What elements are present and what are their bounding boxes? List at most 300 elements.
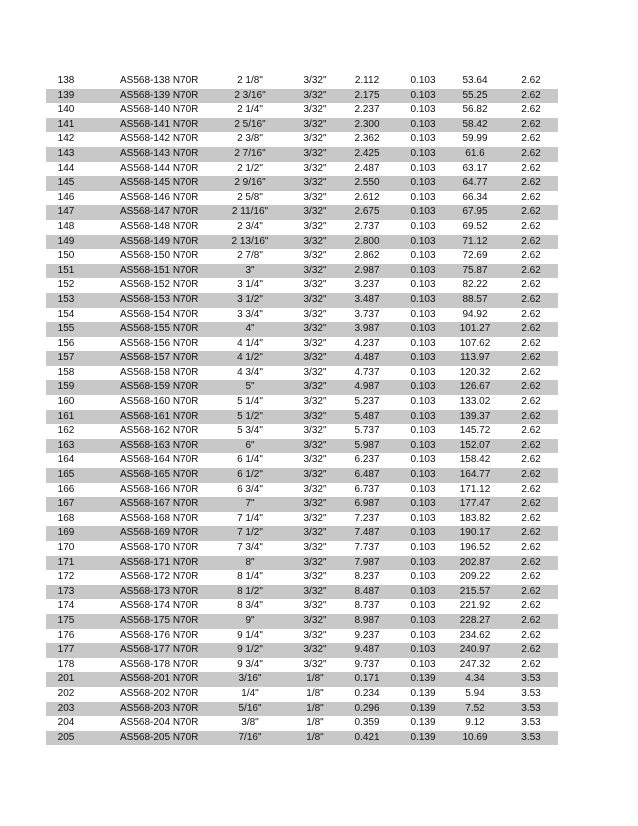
part-number-cell: AS568-163 N70R [120, 439, 199, 451]
actual-id-mm-cell: 55.25 [462, 89, 488, 101]
dash-number-cell: 158 [57, 366, 75, 378]
dash-number-cell: 204 [57, 717, 75, 729]
actual-id-mm-cell: 94.92 [462, 308, 488, 320]
nominal-id-cell: 9 3/4" [237, 658, 263, 670]
dash-number-cell: 151 [57, 264, 75, 276]
nominal-cs-cell: 3/32" [303, 658, 327, 670]
dash-number-cell: 152 [57, 279, 75, 291]
dash-number-cell: 172 [57, 571, 75, 583]
nominal-cs-cell: 3/32" [303, 629, 327, 641]
actual-cs-in-cell: 0.103 [410, 220, 436, 232]
table-row [46, 599, 558, 614]
actual-id-mm-cell: 247.32 [459, 658, 491, 670]
actual-id-mm-cell: 5.94 [465, 687, 485, 699]
actual-id-mm-cell: 209.22 [459, 571, 491, 583]
actual-id-mm-cell: 4.34 [465, 673, 485, 685]
nominal-id-cell: 6 1/4" [237, 454, 263, 466]
actual-id-in-cell: 8.237 [354, 571, 380, 583]
dash-number-cell: 150 [57, 250, 75, 262]
actual-cs-in-cell: 0.139 [410, 731, 436, 743]
actual-id-in-cell: 2.487 [354, 162, 380, 174]
table-row [46, 235, 558, 250]
actual-cs-in-cell: 0.103 [410, 585, 436, 597]
table-row [46, 410, 558, 425]
actual-id-mm-cell: 113.97 [460, 352, 490, 364]
nominal-cs-cell: 3/32" [303, 206, 327, 218]
part-number-cell: AS568-158 N70R [120, 366, 199, 378]
dash-number-cell: 159 [57, 381, 75, 393]
nominal-cs-cell: 3/32" [303, 118, 327, 130]
actual-cs-mm-cell: 2.62 [521, 220, 541, 232]
part-number-cell: AS568-170 N70R [120, 542, 199, 553]
actual-cs-mm-cell: 2.62 [521, 177, 541, 189]
nominal-cs-cell: 3/32" [303, 512, 327, 524]
dash-number-cell: 176 [57, 629, 75, 641]
actual-cs-mm-cell: 2.62 [521, 571, 541, 583]
table-row [46, 191, 558, 206]
nominal-cs-cell: 3/32" [303, 542, 327, 553]
actual-cs-mm-cell: 2.62 [521, 147, 541, 159]
part-number-cell: AS568-175 N70R [120, 614, 199, 626]
actual-id-mm-cell: 88.57 [462, 293, 488, 305]
actual-cs-in-cell: 0.103 [410, 644, 436, 656]
actual-cs-in-cell: 0.103 [410, 118, 436, 130]
actual-cs-mm-cell: 2.62 [521, 206, 541, 218]
part-number-cell: AS568-156 N70R [120, 337, 199, 349]
dash-number-cell: 155 [57, 323, 75, 335]
table-row [46, 162, 558, 177]
actual-id-mm-cell: 82.22 [462, 279, 488, 291]
actual-id-mm-cell: 56.82 [462, 104, 488, 116]
table-row [46, 614, 558, 629]
dash-number-cell: 148 [57, 220, 75, 232]
part-number-cell: AS568-140 N70R [120, 104, 199, 116]
actual-cs-in-cell: 0.103 [410, 147, 436, 159]
table-row [46, 512, 558, 527]
dash-number-cell: 202 [57, 687, 75, 699]
actual-id-mm-cell: 221.92 [459, 600, 491, 612]
nominal-cs-cell: 1/8" [306, 687, 324, 699]
part-number-cell: AS568-167 N70R [120, 498, 199, 510]
dash-number-cell: 149 [57, 235, 75, 247]
actual-id-mm-cell: 177.47 [459, 498, 491, 510]
oring-size-table [46, 74, 558, 745]
nominal-id-cell: 3" [245, 264, 255, 276]
table-row [46, 570, 558, 585]
actual-id-in-cell: 6.487 [354, 469, 380, 481]
dash-number-cell: 178 [57, 658, 75, 670]
actual-cs-mm-cell: 2.62 [521, 89, 541, 101]
actual-id-mm-cell: 234.62 [459, 629, 491, 641]
actual-cs-in-cell: 0.103 [410, 600, 436, 612]
dash-number-cell: 141 [57, 118, 75, 130]
nominal-cs-cell: 3/32" [303, 469, 327, 481]
actual-id-in-cell: 3.987 [354, 323, 380, 335]
nominal-id-cell: 3/8" [241, 717, 259, 729]
dash-number-cell: 170 [57, 542, 75, 553]
actual-cs-mm-cell: 2.62 [521, 396, 541, 408]
actual-id-in-cell: 2.300 [354, 118, 380, 130]
nominal-cs-cell: 3/32" [303, 381, 327, 393]
actual-id-in-cell: 6.987 [354, 498, 380, 510]
actual-cs-mm-cell: 2.62 [521, 191, 541, 203]
nominal-id-cell: 7 1/2" [237, 527, 263, 539]
table-row [46, 89, 558, 104]
nominal-id-cell: 6" [245, 439, 255, 451]
actual-cs-mm-cell: 3.53 [521, 687, 541, 699]
actual-id-in-cell: 4.237 [354, 337, 380, 349]
actual-cs-in-cell: 0.103 [410, 396, 436, 408]
part-number-cell: AS568-165 N70R [120, 469, 199, 481]
dash-number-cell: 174 [57, 600, 75, 612]
table-row [46, 556, 558, 571]
nominal-cs-cell: 3/32" [303, 89, 327, 101]
actual-id-mm-cell: 183.82 [459, 512, 491, 524]
actual-id-in-cell: 6.737 [354, 483, 380, 495]
actual-id-mm-cell: 171.12 [459, 483, 491, 495]
nominal-id-cell: 4 3/4" [237, 366, 263, 378]
nominal-id-cell: 4 1/4" [237, 337, 263, 349]
actual-cs-mm-cell: 2.62 [521, 527, 541, 539]
table-row [46, 526, 558, 541]
actual-cs-mm-cell: 2.62 [521, 118, 541, 130]
part-number-cell: AS568-176 N70R [120, 629, 199, 641]
nominal-cs-cell: 3/32" [303, 337, 327, 349]
part-number-cell: AS568-178 N70R [120, 658, 199, 670]
actual-cs-in-cell: 0.103 [410, 308, 436, 320]
nominal-id-cell: 2 3/16" [234, 89, 266, 101]
part-number-cell: AS568-172 N70R [120, 571, 199, 583]
table-row [46, 74, 558, 89]
nominal-cs-cell: 3/32" [303, 293, 327, 305]
actual-cs-mm-cell: 2.62 [521, 512, 541, 524]
nominal-id-cell: 5 1/2" [237, 410, 263, 422]
actual-id-in-cell: 2.425 [354, 147, 380, 159]
part-number-cell: AS568-150 N70R [120, 250, 199, 262]
actual-cs-in-cell: 0.103 [410, 250, 436, 262]
nominal-cs-cell: 3/32" [303, 425, 327, 437]
nominal-id-cell: 2 7/16" [234, 147, 266, 159]
actual-cs-mm-cell: 2.62 [521, 614, 541, 626]
nominal-id-cell: 2 5/8" [237, 191, 263, 203]
table-row [46, 468, 558, 483]
nominal-cs-cell: 1/8" [306, 717, 324, 729]
actual-id-mm-cell: 61.6 [465, 147, 485, 159]
actual-cs-in-cell: 0.139 [410, 687, 436, 699]
part-number-cell: AS568-202 N70R [120, 687, 199, 699]
table-row [46, 132, 558, 147]
nominal-id-cell: 7/16" [238, 731, 262, 743]
actual-id-mm-cell: 101.27 [459, 323, 491, 335]
nominal-cs-cell: 3/32" [303, 177, 327, 189]
table-row [46, 541, 558, 556]
table-row [46, 643, 558, 658]
actual-cs-in-cell: 0.103 [410, 104, 436, 116]
actual-id-in-cell: 7.987 [354, 556, 380, 568]
actual-cs-in-cell: 0.103 [410, 293, 436, 305]
actual-id-mm-cell: 63.17 [462, 162, 488, 174]
table-row [46, 322, 558, 337]
nominal-cs-cell: 3/32" [303, 600, 327, 612]
actual-cs-in-cell: 0.103 [410, 235, 436, 247]
actual-id-in-cell: 7.737 [354, 542, 380, 553]
table-row [46, 147, 558, 162]
table-row [46, 337, 558, 352]
actual-cs-in-cell: 0.139 [410, 717, 436, 729]
part-number-cell: AS568-171 N70R [120, 556, 199, 568]
dash-number-cell: 165 [57, 469, 75, 481]
actual-id-in-cell: 0.421 [354, 731, 380, 743]
actual-id-in-cell: 3.237 [354, 279, 380, 291]
part-number-cell: AS568-153 N70R [120, 293, 199, 305]
actual-cs-in-cell: 0.103 [410, 75, 436, 86]
actual-cs-in-cell: 0.139 [410, 702, 436, 714]
actual-id-mm-cell: 71.12 [462, 235, 488, 247]
actual-cs-mm-cell: 3.53 [521, 731, 541, 743]
actual-id-mm-cell: 152.07 [459, 439, 491, 451]
nominal-id-cell: 3/16" [238, 673, 262, 685]
table-row [46, 380, 558, 395]
actual-id-in-cell: 2.550 [354, 177, 380, 189]
actual-id-in-cell: 6.237 [354, 454, 380, 466]
actual-cs-mm-cell: 2.62 [521, 585, 541, 597]
nominal-cs-cell: 3/32" [303, 235, 327, 247]
actual-cs-in-cell: 0.103 [410, 191, 436, 203]
actual-cs-mm-cell: 2.62 [521, 629, 541, 641]
part-number-cell: AS568-152 N70R [120, 279, 199, 291]
actual-cs-in-cell: 0.103 [410, 177, 436, 189]
nominal-id-cell: 6 1/2" [237, 469, 263, 481]
table-row [46, 205, 558, 220]
actual-cs-mm-cell: 2.62 [521, 235, 541, 247]
table-row [46, 118, 558, 133]
nominal-cs-cell: 3/32" [303, 439, 327, 451]
actual-cs-mm-cell: 2.62 [521, 483, 541, 495]
dash-number-cell: 166 [57, 483, 75, 495]
actual-id-in-cell: 7.487 [354, 527, 380, 539]
actual-cs-mm-cell: 2.62 [521, 337, 541, 349]
table-row [46, 293, 558, 308]
nominal-cs-cell: 3/32" [303, 279, 327, 291]
actual-cs-mm-cell: 2.62 [521, 293, 541, 305]
actual-id-mm-cell: 9.12 [465, 717, 485, 729]
nominal-cs-cell: 1/8" [306, 673, 324, 685]
dash-number-cell: 154 [57, 308, 75, 320]
dash-number-cell: 167 [57, 498, 75, 510]
dash-number-cell: 146 [57, 191, 75, 203]
actual-id-mm-cell: 69.52 [462, 220, 488, 232]
nominal-id-cell: 2 3/8" [237, 133, 263, 145]
part-number-cell: AS568-203 N70R [120, 702, 199, 714]
actual-id-mm-cell: 53.64 [462, 75, 488, 86]
actual-id-mm-cell: 7.52 [465, 702, 485, 714]
dash-number-cell: 160 [57, 396, 75, 408]
actual-cs-mm-cell: 2.62 [521, 162, 541, 174]
table-row [46, 264, 558, 279]
actual-id-in-cell: 2.862 [354, 250, 380, 262]
actual-id-mm-cell: 75.87 [462, 264, 488, 276]
nominal-id-cell: 9" [245, 614, 255, 626]
actual-cs-mm-cell: 3.53 [521, 673, 541, 685]
actual-id-mm-cell: 59.99 [462, 133, 488, 145]
dash-number-cell: 201 [57, 673, 75, 685]
actual-id-in-cell: 3.487 [354, 293, 380, 305]
actual-cs-mm-cell: 2.62 [521, 366, 541, 378]
nominal-cs-cell: 3/32" [303, 323, 327, 335]
part-number-cell: AS568-138 N70R [120, 75, 199, 86]
actual-cs-in-cell: 0.103 [410, 439, 436, 451]
nominal-cs-cell: 3/32" [303, 366, 327, 378]
part-number-cell: AS568-166 N70R [120, 483, 199, 495]
actual-cs-in-cell: 0.103 [410, 410, 436, 422]
nominal-cs-cell: 3/32" [303, 527, 327, 539]
actual-cs-mm-cell: 2.62 [521, 439, 541, 451]
actual-cs-in-cell: 0.103 [410, 323, 436, 335]
actual-id-in-cell: 2.675 [354, 206, 380, 218]
part-number-cell: AS568-159 N70R [120, 381, 199, 393]
actual-cs-in-cell: 0.103 [410, 366, 436, 378]
table-row [46, 308, 558, 323]
nominal-id-cell: 8 3/4" [237, 600, 263, 612]
actual-cs-mm-cell: 2.62 [521, 600, 541, 612]
actual-cs-in-cell: 0.103 [410, 162, 436, 174]
actual-id-in-cell: 2.237 [354, 104, 380, 116]
actual-cs-in-cell: 0.103 [410, 542, 436, 553]
part-number-cell: AS568-161 N70R [120, 410, 199, 422]
nominal-cs-cell: 3/32" [303, 191, 327, 203]
actual-cs-in-cell: 0.103 [410, 89, 436, 101]
actual-cs-mm-cell: 2.62 [521, 498, 541, 510]
nominal-cs-cell: 3/32" [303, 104, 327, 116]
dash-number-cell: 175 [57, 614, 75, 626]
nominal-id-cell: 7" [245, 498, 255, 510]
part-number-cell: AS568-139 N70R [120, 89, 199, 101]
actual-id-mm-cell: 107.62 [459, 337, 491, 349]
dash-number-cell: 168 [57, 512, 75, 524]
actual-cs-in-cell: 0.103 [410, 483, 436, 495]
part-number-cell: AS568-155 N70R [120, 323, 199, 335]
table-row [46, 278, 558, 293]
actual-cs-mm-cell: 2.62 [521, 454, 541, 466]
actual-cs-mm-cell: 2.62 [521, 352, 541, 364]
actual-cs-mm-cell: 2.62 [521, 469, 541, 481]
actual-cs-mm-cell: 2.62 [521, 644, 541, 656]
actual-id-mm-cell: 120.32 [459, 366, 491, 378]
dash-number-cell: 171 [57, 556, 75, 568]
actual-cs-mm-cell: 2.62 [521, 410, 541, 422]
nominal-id-cell: 2 1/8" [237, 75, 263, 86]
dash-number-cell: 173 [57, 585, 75, 597]
part-number-cell: AS568-148 N70R [120, 220, 199, 232]
nominal-cs-cell: 3/32" [303, 410, 327, 422]
actual-cs-in-cell: 0.103 [410, 133, 436, 145]
actual-id-mm-cell: 196.52 [459, 542, 491, 553]
dash-number-cell: 205 [57, 731, 75, 743]
table-row [46, 497, 558, 512]
nominal-cs-cell: 1/8" [306, 702, 324, 714]
dash-number-cell: 140 [57, 104, 75, 116]
nominal-cs-cell: 3/32" [303, 556, 327, 568]
nominal-id-cell: 2 11/16" [231, 206, 269, 218]
actual-cs-in-cell: 0.103 [410, 469, 436, 481]
actual-cs-in-cell: 0.103 [410, 264, 436, 276]
part-number-cell: AS568-151 N70R [120, 264, 199, 276]
actual-cs-in-cell: 0.103 [410, 571, 436, 583]
actual-id-in-cell: 4.487 [354, 352, 380, 364]
actual-id-in-cell: 0.359 [354, 717, 380, 729]
table-row [46, 439, 558, 454]
part-number-cell: AS568-147 N70R [120, 206, 199, 218]
actual-id-in-cell: 0.296 [354, 702, 380, 714]
actual-id-mm-cell: 126.67 [459, 381, 491, 393]
actual-cs-mm-cell: 2.62 [521, 658, 541, 670]
nominal-cs-cell: 3/32" [303, 396, 327, 408]
nominal-id-cell: 3 3/4" [237, 308, 263, 320]
part-number-cell: AS568-157 N70R [120, 352, 199, 364]
part-number-cell: AS568-174 N70R [120, 600, 199, 612]
actual-cs-mm-cell: 2.62 [521, 264, 541, 276]
actual-cs-mm-cell: 2.62 [521, 133, 541, 145]
dash-number-cell: 164 [57, 454, 75, 466]
nominal-cs-cell: 3/32" [303, 454, 327, 466]
actual-cs-mm-cell: 2.62 [521, 425, 541, 437]
dash-number-cell: 169 [57, 527, 75, 539]
actual-cs-in-cell: 0.103 [410, 498, 436, 510]
actual-id-mm-cell: 215.57 [459, 585, 491, 597]
actual-id-mm-cell: 67.95 [462, 206, 488, 218]
actual-cs-in-cell: 0.103 [410, 556, 436, 568]
table-row [46, 176, 558, 191]
actual-id-in-cell: 9.237 [354, 629, 380, 641]
nominal-cs-cell: 3/32" [303, 498, 327, 510]
nominal-id-cell: 5 1/4" [237, 396, 263, 408]
actual-id-mm-cell: 202.87 [459, 556, 491, 568]
nominal-id-cell: 4" [245, 323, 255, 335]
dash-number-cell: 142 [57, 133, 75, 145]
actual-id-mm-cell: 145.72 [459, 425, 491, 437]
actual-id-in-cell: 2.612 [354, 191, 380, 203]
actual-cs-mm-cell: 2.62 [521, 542, 541, 553]
actual-id-mm-cell: 164.77 [459, 469, 491, 481]
nominal-id-cell: 2 9/16" [234, 177, 266, 189]
actual-id-in-cell: 5.487 [354, 410, 380, 422]
table-row [46, 249, 558, 264]
actual-id-mm-cell: 158.42 [459, 454, 491, 466]
actual-cs-in-cell: 0.103 [410, 425, 436, 437]
nominal-id-cell: 5 3/4" [237, 425, 263, 437]
actual-cs-mm-cell: 2.62 [521, 323, 541, 335]
nominal-cs-cell: 3/32" [303, 264, 327, 276]
table-row [46, 453, 558, 468]
actual-cs-in-cell: 0.103 [410, 614, 436, 626]
table-row [46, 731, 558, 746]
table-row [46, 702, 558, 717]
dash-number-cell: 161 [57, 410, 75, 422]
actual-id-in-cell: 4.987 [354, 381, 380, 393]
actual-cs-mm-cell: 2.62 [521, 308, 541, 320]
dash-number-cell: 153 [57, 293, 75, 305]
actual-id-mm-cell: 228.27 [459, 614, 491, 626]
nominal-id-cell: 8 1/2" [237, 585, 263, 597]
nominal-id-cell: 8" [245, 556, 255, 568]
actual-id-in-cell: 9.737 [354, 658, 380, 670]
nominal-cs-cell: 3/32" [303, 571, 327, 583]
dash-number-cell: 144 [57, 162, 75, 174]
actual-id-mm-cell: 58.42 [462, 118, 488, 130]
table-row [46, 585, 558, 600]
actual-id-mm-cell: 72.69 [462, 250, 488, 262]
part-number-cell: AS568-142 N70R [120, 133, 199, 145]
